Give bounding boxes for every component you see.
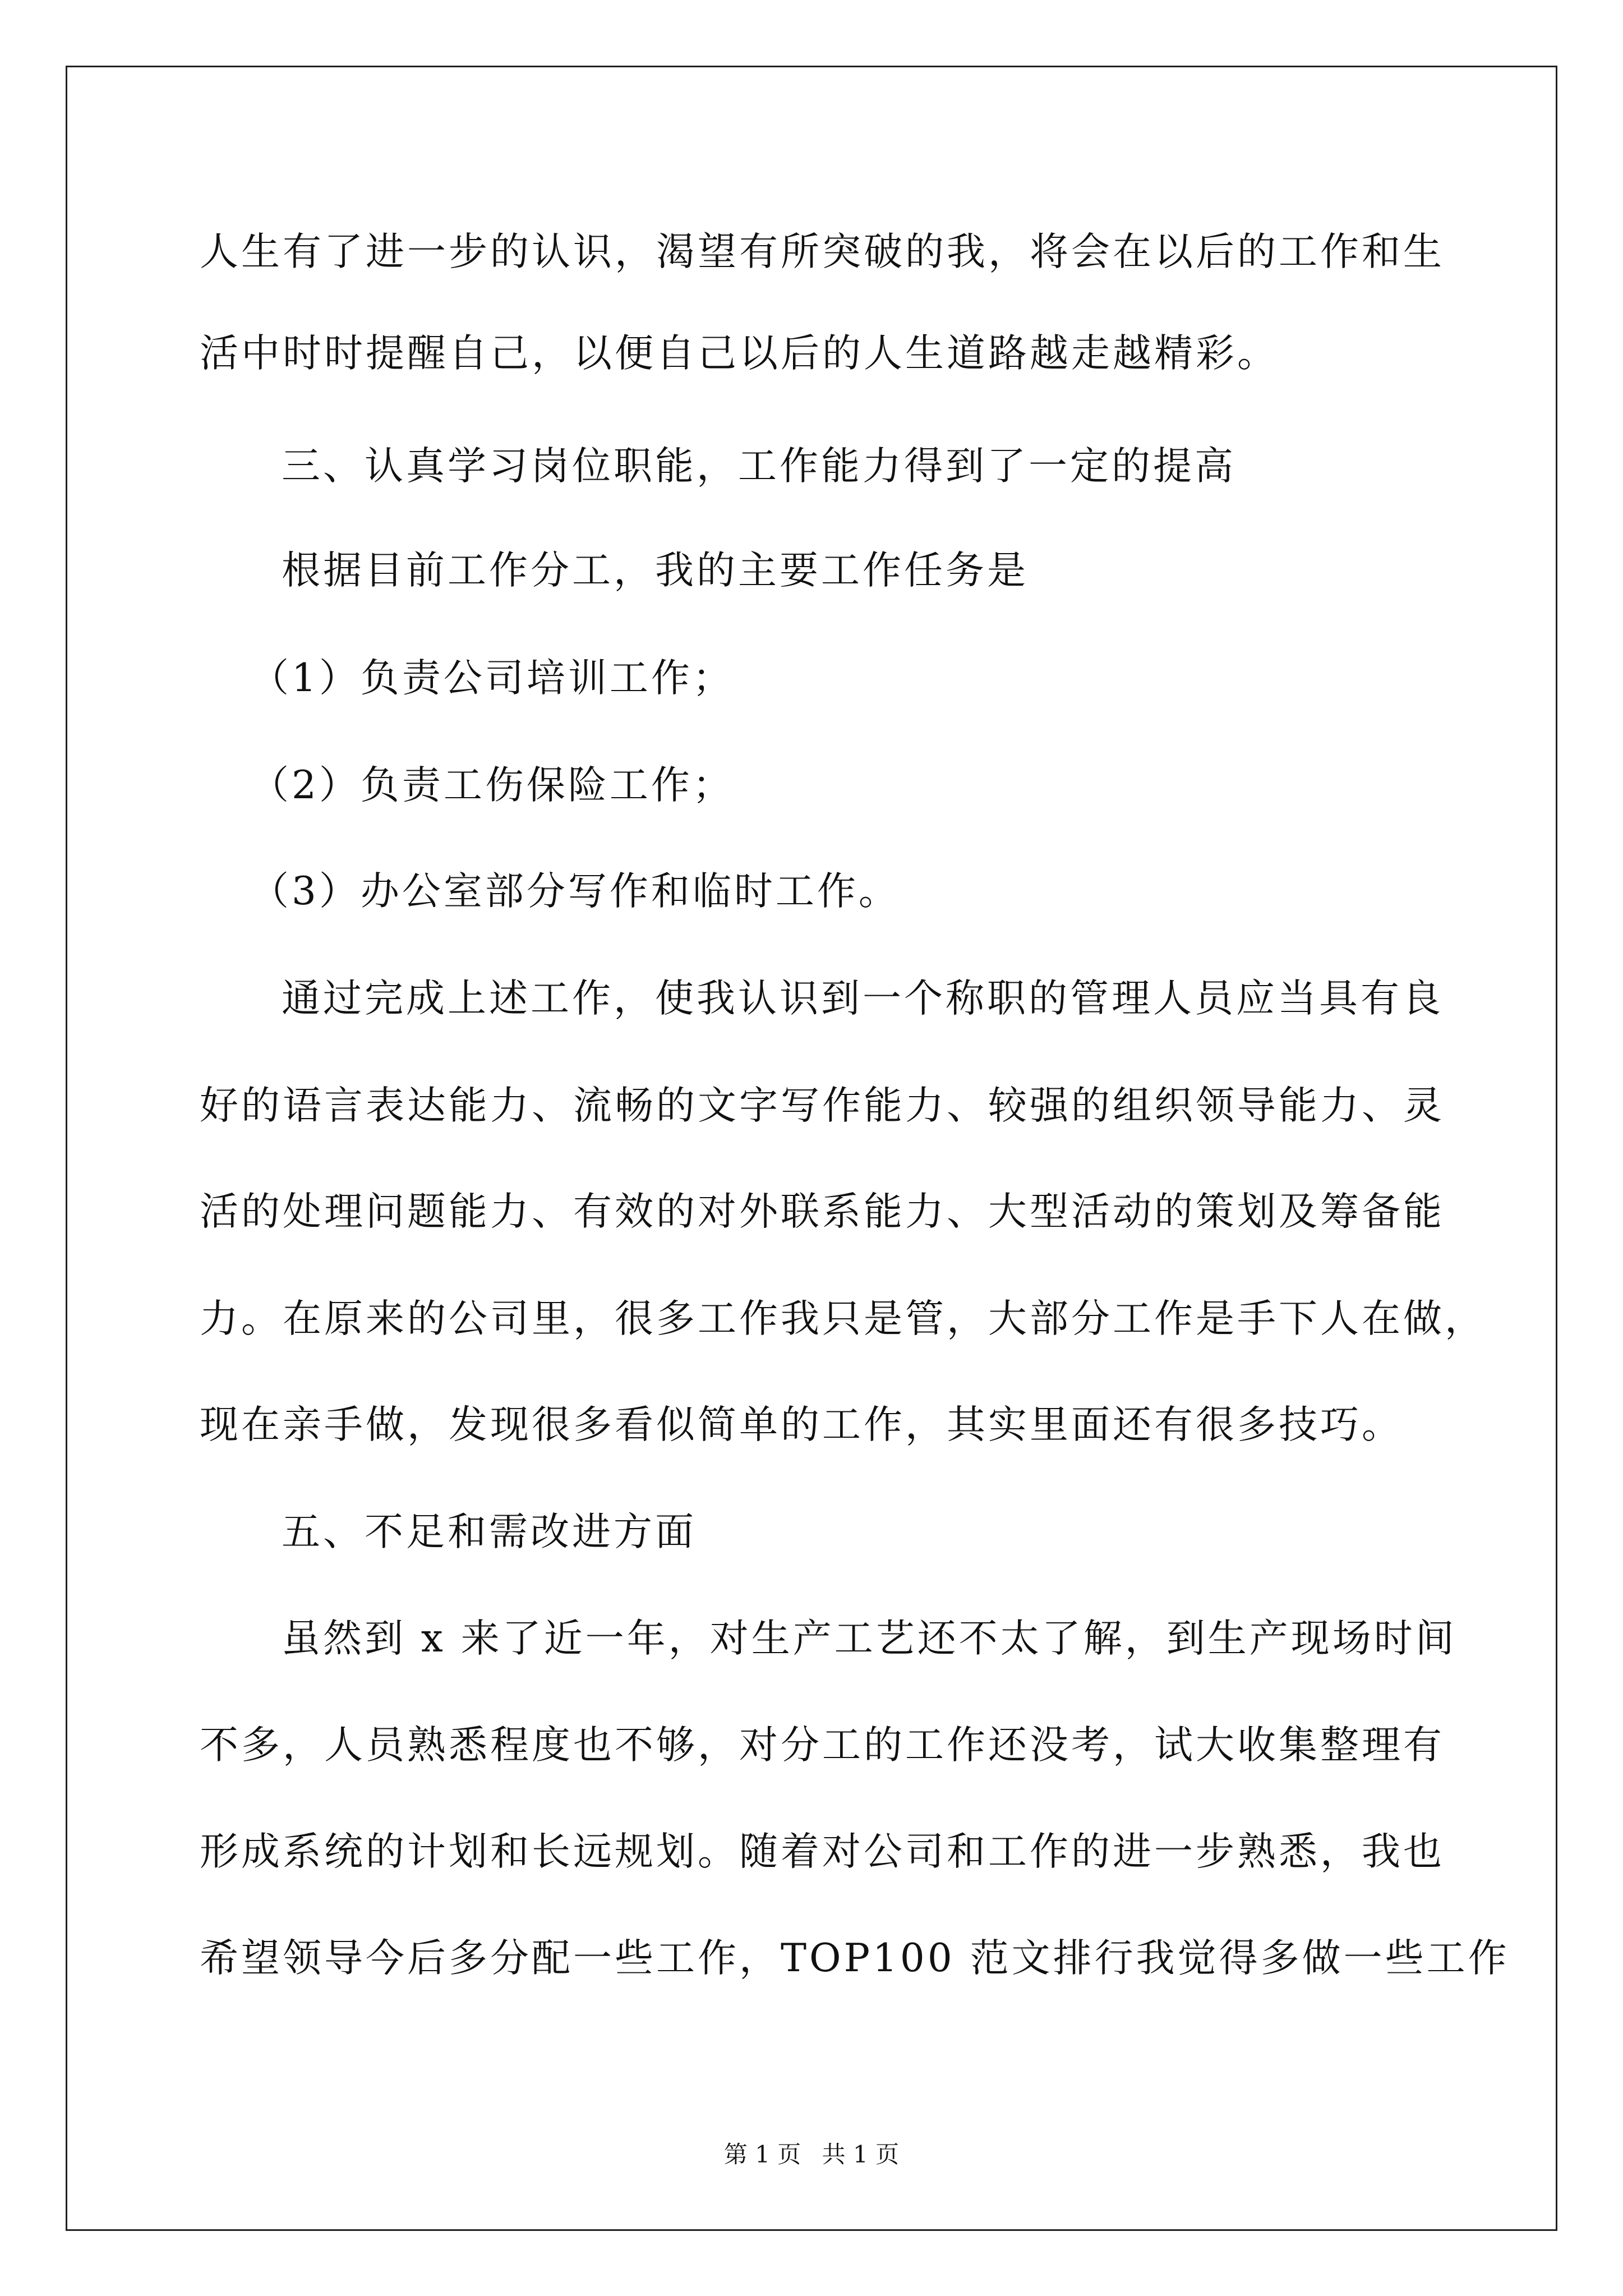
- page-total: 共 1 页: [822, 2141, 900, 2168]
- list-item: （3）办公室部分写作和临时工作。: [250, 869, 900, 914]
- page-border: [66, 66, 1557, 2231]
- text-line: 根据目前工作分工，我的主要工作任务是: [282, 548, 1029, 593]
- list-item: （2）负责工伤保险工作；: [250, 763, 734, 808]
- text-line: 活的处理问题能力、有效的对外联系能力、大型活动的策划及筹备能: [200, 1189, 1445, 1234]
- text-line: 好的语言表达能力、流畅的文字写作能力、较强的组织领导能力、灵: [200, 1083, 1445, 1128]
- text-line: 人生有了进一步的认识，渴望有所突破的我，将会在以后的工作和生: [200, 229, 1445, 274]
- section-heading: 三、认真学习岗位职能，工作能力得到了一定的提高: [282, 444, 1236, 489]
- list-item: （1）负责公司培训工作；: [250, 656, 734, 701]
- text-line: 活中时时提醒自己，以便自己以后的人生道路越走越精彩。: [200, 331, 1279, 376]
- section-heading: 五、不足和需改进方面: [282, 1510, 697, 1554]
- text-line: 虽然到 x 来了近一年，对生产工艺还不太了解，到生产现场时间: [282, 1616, 1457, 1661]
- text-line: 不多，人员熟悉程度也不够，对分工的工作还没考，试大收集整理有: [200, 1723, 1445, 1768]
- text-line: 希望领导今后多分配一些工作，TOP100 范文排行我觉得多做一些工作: [200, 1936, 1510, 1981]
- text-line: 现在亲手做，发现很多看似简单的工作，其实里面还有很多技巧。: [200, 1402, 1403, 1447]
- text-line: 力。在原来的公司里，很多工作我只是管，大部分工作是手下人在做，: [200, 1296, 1486, 1341]
- text-line: 形成系统的计划和长远规划。随着对公司和工作的进一步熟悉，我也: [200, 1829, 1445, 1874]
- page-footer: [0, 2136, 1623, 2170]
- page-number: 第 1 页: [723, 2141, 801, 2168]
- text-line: 通过完成上述工作，使我认识到一个称职的管理人员应当具有良: [282, 976, 1444, 1021]
